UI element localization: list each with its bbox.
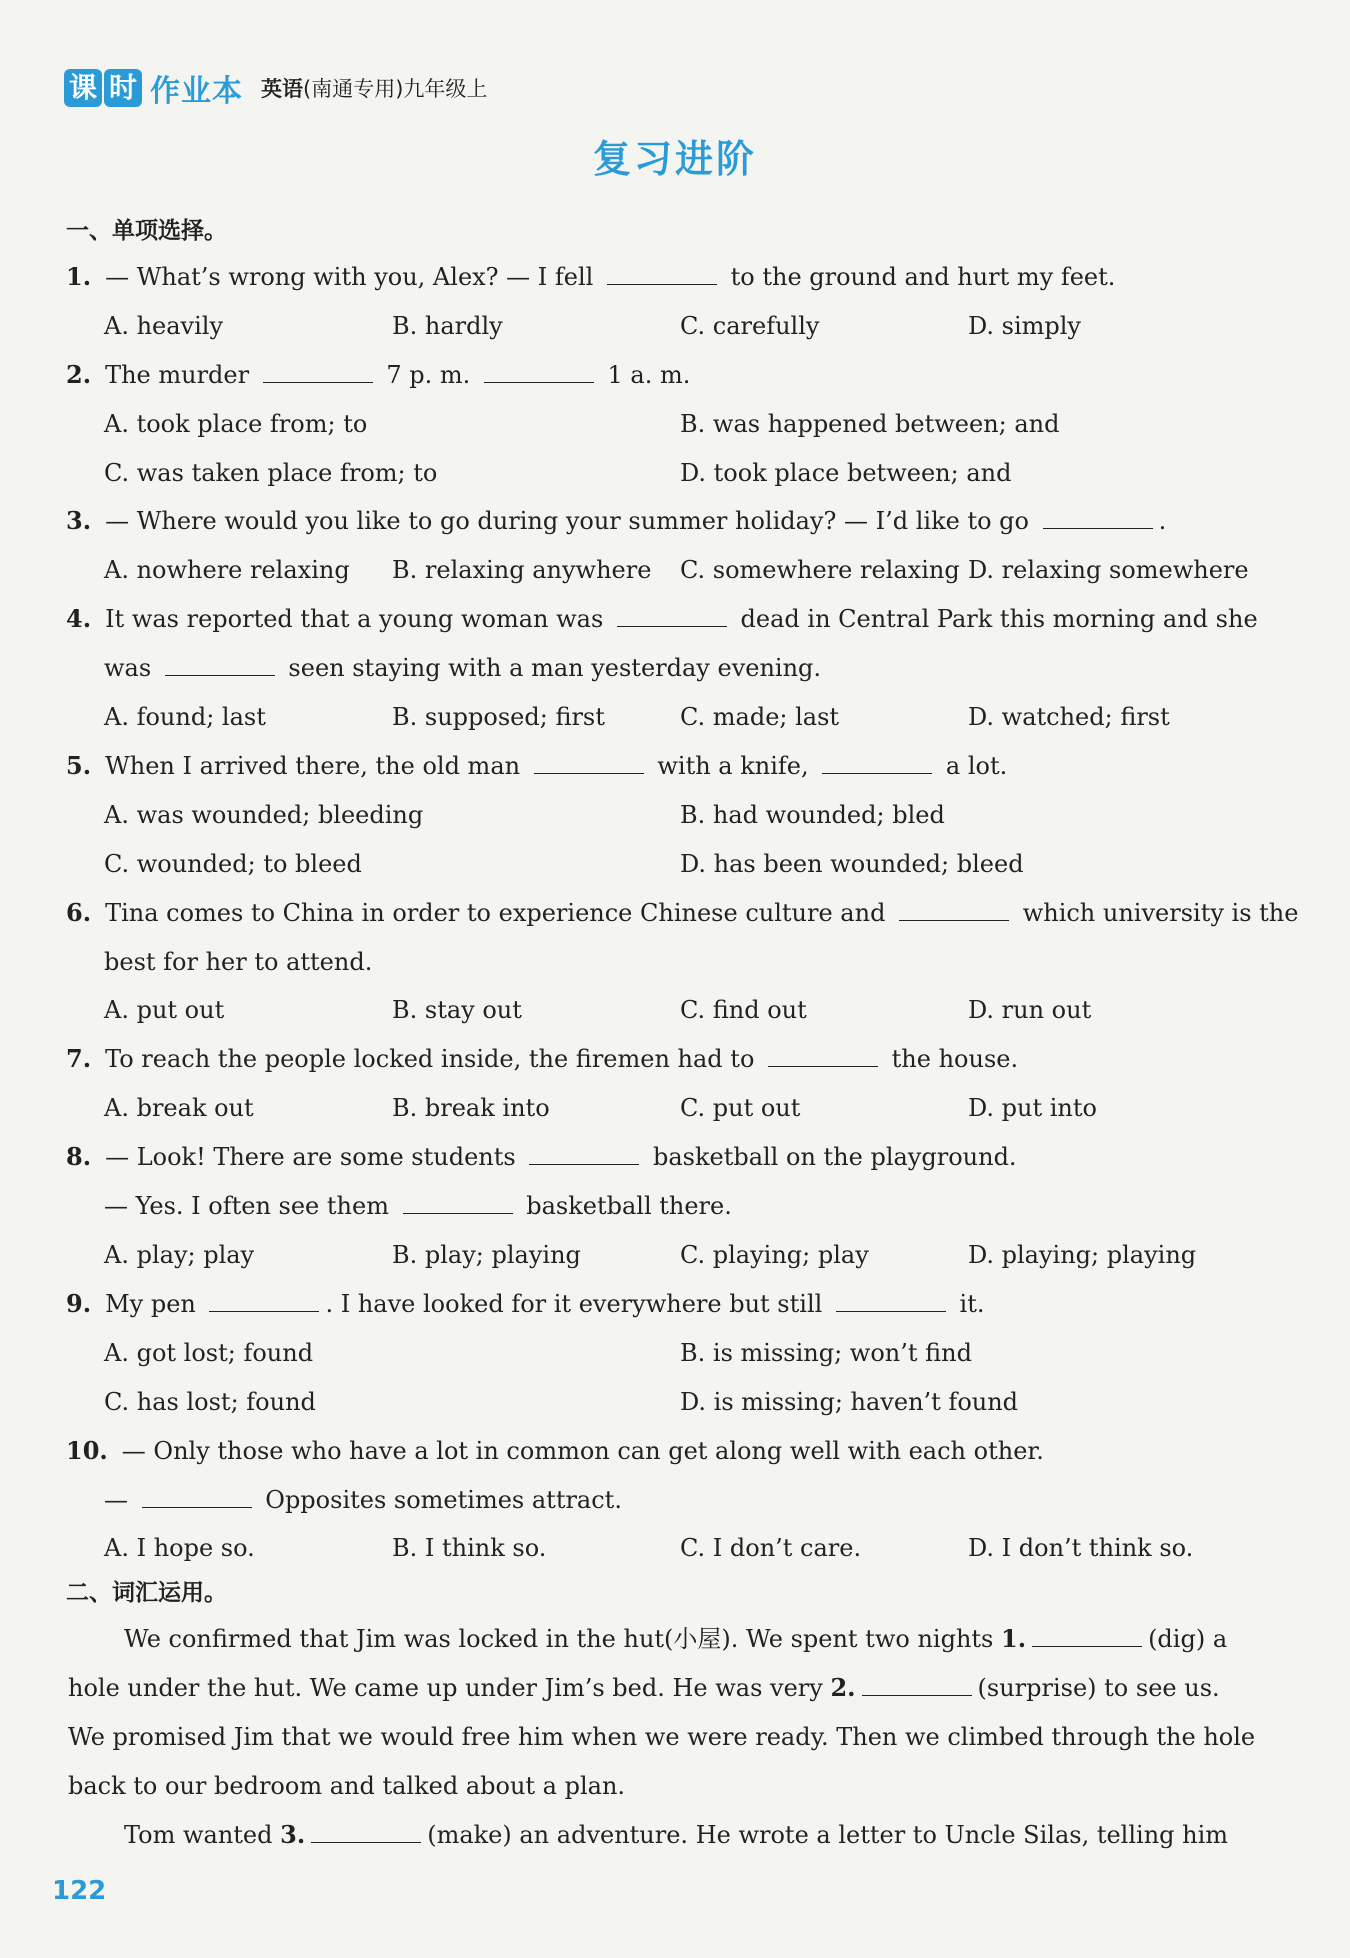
logo-char-2: 时 [104, 69, 142, 107]
passage-text: back to our bedroom and talked about a plan. [68, 1772, 626, 1800]
grade: 九年级上 [403, 77, 488, 101]
question-line [104, 1191, 732, 1221]
passage-line [68, 1722, 1255, 1752]
answer-option[interactable]: C. find out [680, 996, 807, 1024]
question-text: — Where would you like to go during your summer holiday? — I’d like to go [105, 507, 1037, 535]
answer-blank[interactable] [607, 262, 717, 285]
answer-option[interactable]: D. watched; first [968, 703, 1170, 731]
question-text: a lot. [938, 752, 1008, 780]
answer-option[interactable]: C. playing; play [680, 1241, 869, 1269]
answer-blank[interactable] [529, 1142, 639, 1165]
blank-1[interactable] [1032, 1624, 1142, 1647]
question-line [66, 506, 1166, 536]
answer-option[interactable]: B. supposed; first [392, 703, 605, 731]
question-text: — What’s wrong with you, Alex? — I fell [105, 263, 601, 291]
blank-number-3: 3. [280, 1820, 306, 1849]
question-text: The murder [105, 361, 257, 389]
question-text: 1 a. m. [599, 361, 691, 389]
question-text: was [104, 654, 159, 682]
answer-option[interactable]: B. hardly [392, 312, 503, 340]
question-text: it. [951, 1290, 985, 1318]
blank-2[interactable] [862, 1673, 972, 1696]
question-number: 5. [66, 751, 92, 780]
question-number: 2. [66, 360, 92, 389]
question-text: basketball on the playground. [645, 1143, 1017, 1171]
blank-number-2: 2. [830, 1673, 856, 1702]
answer-option[interactable]: A. got lost; found [104, 1339, 314, 1367]
question-number: 6. [66, 898, 92, 927]
question-number: 7. [66, 1044, 92, 1073]
question-line [66, 751, 1007, 781]
answer-blank[interactable] [768, 1044, 878, 1067]
question-text: . [1158, 507, 1167, 535]
question-text: Opposites sometimes attract. [257, 1486, 622, 1514]
answer-option[interactable]: B. I think so. [392, 1534, 547, 1562]
passage-text: We promised Jim that we would free him when we were ready. Then we climbed through the hole [68, 1723, 1256, 1751]
answer-blank[interactable] [484, 360, 594, 383]
answer-option[interactable]: B. was happened between; and [680, 410, 1060, 438]
answer-option[interactable]: B. is missing; won’t find [680, 1339, 972, 1367]
answer-option[interactable]: D. run out [968, 996, 1092, 1024]
answer-option[interactable]: C. wounded; to bleed [104, 850, 362, 878]
question-line [66, 360, 690, 390]
question-text: with a knife, [649, 752, 817, 780]
page-number: 122 [52, 1876, 107, 1906]
question-text: — Only those who have a lot in common can get along well with each other. [121, 1437, 1044, 1465]
answer-option[interactable]: D. took place between; and [680, 459, 1012, 487]
answer-option[interactable]: D. I don’t think so. [968, 1534, 1194, 1562]
answer-option[interactable]: D. is missing; haven’t found [680, 1388, 1019, 1416]
question-number: 9. [66, 1289, 92, 1318]
passage-line [68, 1673, 1220, 1703]
answer-blank[interactable] [165, 653, 275, 676]
answer-blank[interactable] [142, 1485, 252, 1508]
logo-char-1: 课 [64, 69, 102, 107]
question-text: the house. [884, 1045, 1019, 1073]
question-line [104, 653, 821, 683]
passage-line [124, 1624, 1227, 1654]
answer-option[interactable]: A. break out [104, 1094, 254, 1122]
answer-option[interactable]: D. simply [968, 312, 1081, 340]
question-text: — Look! There are some students [105, 1143, 524, 1171]
passage-text: We confirmed that Jim was locked in the hut(小屋). We spent two nights [124, 1625, 1001, 1653]
question-line [104, 1485, 622, 1515]
answer-option[interactable]: B. play; playing [392, 1241, 581, 1269]
logo [64, 66, 243, 110]
answer-option[interactable]: D. put into [968, 1094, 1097, 1122]
question-line [66, 1289, 985, 1319]
question-number: 3. [66, 506, 92, 535]
answer-blank[interactable] [209, 1289, 319, 1312]
passage-text: Tom wanted [124, 1821, 281, 1849]
section-1-heading: 一、单项选择。 [66, 218, 227, 244]
question-line [66, 1436, 1044, 1466]
question-text: dead in Central Park this morning and she [732, 605, 1258, 633]
question-text: 7 p. m. [378, 361, 478, 389]
subject: 英语 [261, 77, 304, 101]
question-number: 10. [66, 1436, 108, 1465]
answer-option[interactable]: C. made; last [680, 703, 840, 731]
answer-option[interactable]: C. I don’t care. [680, 1534, 862, 1562]
question-text: — [104, 1486, 136, 1514]
question-text: best for her to attend. [104, 948, 373, 976]
answer-option[interactable]: D. playing; playing [968, 1241, 1197, 1269]
answer-option[interactable]: C. put out [680, 1094, 801, 1122]
question-text: seen staying with a man yesterday evening. [280, 654, 822, 682]
question-text: To reach the people locked inside, the firemen had to [105, 1045, 763, 1073]
question-text: When I arrived there, the old man [105, 752, 528, 780]
question-text: to the ground and hurt my feet. [722, 263, 1116, 291]
passage-text: (make) an adventure. He wrote a letter to Uncle Silas, telling him [427, 1821, 1229, 1849]
passage-line [124, 1820, 1228, 1850]
question-line [66, 262, 1115, 292]
answer-option[interactable]: B. stay out [392, 996, 522, 1024]
answer-blank[interactable] [822, 751, 932, 774]
answer-option[interactable]: C. carefully [680, 312, 820, 340]
question-text: — Yes. I often see them [104, 1192, 397, 1220]
answer-blank[interactable] [617, 604, 727, 627]
question-text: It was reported that a young woman was [105, 605, 611, 633]
question-text: My pen [105, 1290, 204, 1318]
answer-option[interactable]: C. has lost; found [104, 1388, 316, 1416]
answer-blank[interactable] [534, 751, 644, 774]
answer-option[interactable]: A. play; play [104, 1241, 255, 1269]
book-info [261, 73, 487, 103]
blank-3[interactable] [311, 1820, 421, 1843]
question-line [66, 898, 1298, 928]
answer-option[interactable]: B. had wounded; bled [680, 801, 945, 829]
question-number: 1. [66, 262, 92, 291]
answer-option[interactable]: A. found; last [104, 703, 266, 731]
question-text: . I have looked for it everywhere but still [325, 1290, 830, 1318]
logo-suffix: 作业本 [150, 74, 244, 109]
passage-line [68, 1771, 625, 1801]
header-brand [64, 68, 487, 108]
section-2-heading: 二、词汇运用。 [66, 1580, 227, 1606]
passage-text: (surprise) to see us. [977, 1674, 1220, 1702]
question-text: basketball there. [518, 1192, 732, 1220]
question-text: which university is the [1015, 899, 1299, 927]
edition: (南通专用) [303, 77, 404, 101]
answer-blank[interactable] [836, 1289, 946, 1312]
passage-text: (dig) a [1148, 1625, 1228, 1653]
answer-blank[interactable] [1043, 506, 1153, 529]
answer-option[interactable]: C. somewhere relaxing [680, 556, 960, 584]
answer-option[interactable]: D. has been wounded; bleed [680, 850, 1024, 878]
page-title: 复习进阶 [592, 137, 757, 181]
answer-option[interactable]: B. break into [392, 1094, 550, 1122]
answer-option[interactable]: D. relaxing somewhere [968, 556, 1249, 584]
answer-blank[interactable] [403, 1191, 513, 1214]
question-line [66, 604, 1258, 634]
question-line [66, 1044, 1018, 1074]
answer-option[interactable]: A. was wounded; bleeding [104, 801, 424, 829]
passage-text: hole under the hut. We came up under Jim’s bed. He was very [68, 1674, 831, 1702]
question-line [104, 947, 372, 977]
answer-option[interactable]: A. took place from; to [104, 410, 368, 438]
answer-option[interactable]: A. heavily [104, 312, 224, 340]
answer-option[interactable]: A. I hope so. [104, 1534, 255, 1562]
answer-option[interactable]: A. put out [104, 996, 225, 1024]
question-text: Tina comes to China in order to experience Chinese culture and [105, 899, 894, 927]
question-number: 4. [66, 604, 92, 633]
question-line [66, 1142, 1017, 1172]
answer-option[interactable]: A. nowhere relaxing [104, 556, 350, 584]
question-number: 8. [66, 1142, 92, 1171]
answer-blank[interactable] [263, 360, 373, 383]
blank-number-1: 1. [1001, 1624, 1027, 1653]
answer-blank[interactable] [899, 898, 1009, 921]
answer-option[interactable]: B. relaxing anywhere [392, 556, 652, 584]
answer-option[interactable]: C. was taken place from; to [104, 459, 438, 487]
